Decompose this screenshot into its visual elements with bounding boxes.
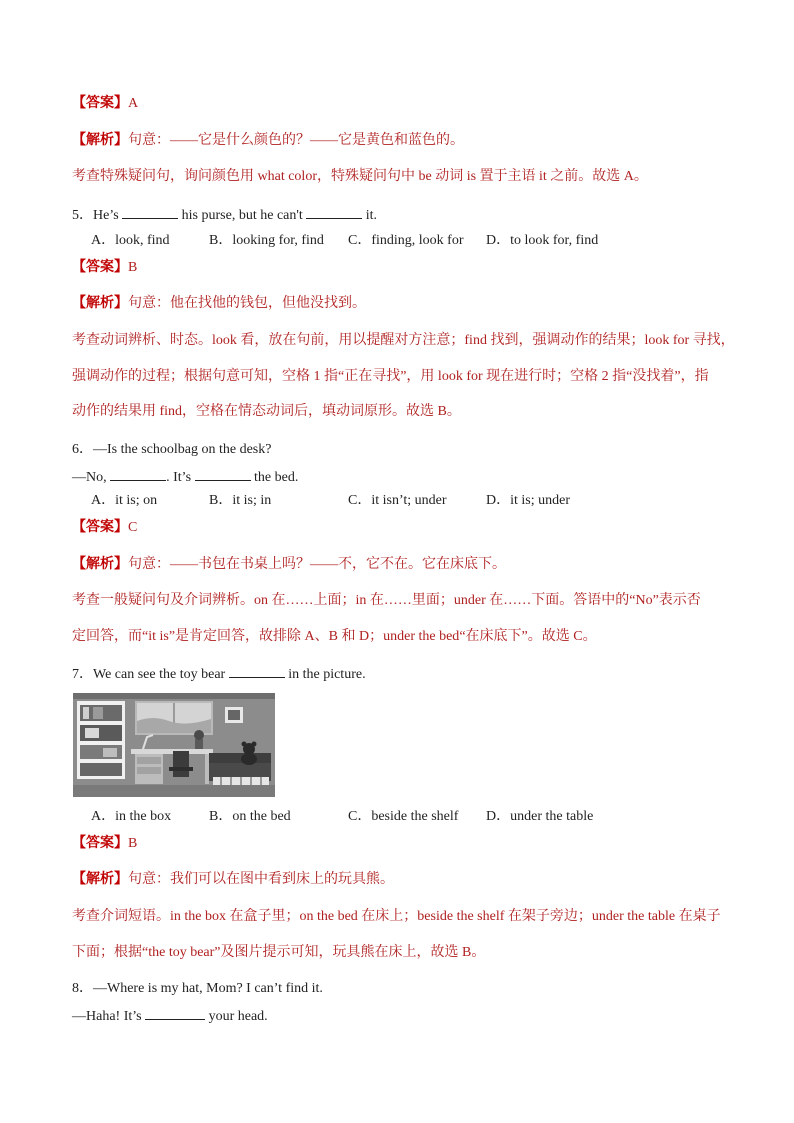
q5-analysis-line-1 [72,296,732,312]
q6-answer: C [128,520,138,535]
q5-analysis-1: 句意：他在找他的钱包，但他没找到。 [128,296,366,311]
q6-option-d[interactable]: D．it is; under [486,493,570,508]
q6-stem-2c: the bed. [254,470,299,485]
room-picture [73,693,275,797]
analysis-tag: 【解析】 [72,872,128,887]
q4-analysis-1: 句意：——它是什么颜色的？——它是黄色和蓝色的。 [128,133,464,148]
q5-blank-2 [306,206,362,219]
q6-stem-1: 6．—Is the schoolbag on the desk? [72,442,272,457]
q7-stem-b: in the picture. [288,667,366,682]
q6-blank-2 [195,468,251,481]
q6-analysis-3c: 故排除 A、B 和 D；under the bed [259,629,460,644]
q6-option-b[interactable]: B．it is; in [209,493,272,508]
q7-analysis-line-3 [72,945,732,961]
q8-stem-2b: your head. [208,1009,268,1024]
q7-analysis-3b: “the toy bear”及图片提示可知，玩具熊在床上， [142,945,431,960]
q6-analysis-2b: “No”表示否 [629,593,701,608]
analysis-tag: 【解析】 [72,557,128,572]
q7-analysis-line-2: 考查介词短语。in the box 在盒子里；on the bed 在床上；beside the shelf 在架子旁边；under the table 在桌子 [72,909,721,924]
q7-stem-a: 7．We can see the toy bear [72,667,226,682]
q5-stem [72,206,732,224]
q6-stem-2a: —No, [72,470,107,485]
q6-blank-1 [110,468,166,481]
q6-analysis-line-3 [72,629,732,645]
answer-tag: 【答案】 [72,260,128,275]
analysis-tag: 【解析】 [72,133,128,148]
q7-answer: B [128,836,138,851]
q5-answer: B [128,260,138,275]
q7-option-d[interactable]: D．under the table [486,809,594,824]
q5-analysis-line-2: 考查动词辨析、时态。look 看，放在句前，用以提醒对方注意；find 找到，强调动作的结果；look for 寻找， [72,333,735,348]
answer-tag: 【答案】 [72,96,128,111]
q8-stem-2a: —Haha! It’s [72,1009,142,1024]
q7-analysis-3a: 下面；根据 [72,945,142,960]
q7-option-a[interactable]: A．in the box [91,809,172,824]
q7-stem [72,665,732,683]
room-illustration [73,693,275,797]
q6-analysis-1: 句意：——书包在书桌上吗？——不，它不在。它在床底下。 [128,557,506,572]
q6-analysis-3b: “it is”是肯定回答， [142,629,260,644]
q4-analysis-line-2: 考查特殊疑问句，询问颜色用 what color，特殊疑问句中 be 动词 is 置于主语 it 之前。故选 A。 [72,169,648,184]
q5-answer-line [72,260,732,276]
q5-option-d[interactable]: D．to look for, find [486,233,599,248]
q5-option-a[interactable]: A．look, find [91,233,170,248]
q5-analysis-line-4: 动作的结果用 find，空格在情态动词后，填动词原形。故选 B。 [72,404,461,419]
q8-blank [145,1007,205,1020]
q5-option-b[interactable]: B．looking for, find [209,233,324,248]
q7-analysis-1: 句意：我们可以在图中看到床上的玩具熊。 [128,872,394,887]
q4-answer-line [72,96,732,112]
q7-blank [229,665,285,678]
q6-analysis-3e: 。故选 C。 [527,629,597,644]
q8-stem-1: 8．—Where is my hat, Mom? I can’t find it. [72,981,323,996]
q5-stem-a: 5．He’s [72,208,119,223]
q8-stem-2 [72,1007,732,1025]
answer-tag: 【答案】 [72,836,128,851]
q4-answer: A [128,96,139,111]
q6-analysis-3a: 定回答，而 [72,629,142,644]
q5-analysis-line-3: 强调动作的过程；根据句意可知，空格 1 指“正在寻找”，用 look for 现在进行时；空格 2 指“没找着”，指 [72,369,709,384]
q6-option-c[interactable]: C．it isn’t; under [348,493,447,508]
q6-option-a[interactable]: A．it is; on [91,493,158,508]
q5-option-c[interactable]: C．finding, look for [348,233,464,248]
q6-analysis-2a: 考查一般疑问句及介词辨析。on 在……上面；in 在……里面；under 在……下面。答语中的 [72,593,630,608]
analysis-tag: 【解析】 [72,296,128,311]
q6-analysis-line-1 [72,557,732,573]
q6-answer-line [72,520,732,536]
q6-analysis-line-2 [72,593,732,609]
q6-stem-2 [72,468,732,486]
q7-analysis-line-1 [72,872,732,888]
q4-analysis-line-1 [72,133,732,149]
q6-stem-2b: . It’s [166,470,192,485]
q5-stem-b: his purse, but he can't [181,208,303,223]
answer-tag: 【答案】 [72,520,128,535]
q7-analysis-3c: 故选 B。 [430,945,486,960]
q7-answer-line [72,836,732,852]
q5-blank-1 [122,206,178,219]
q6-analysis-3d: “在床底下” [459,629,528,644]
q7-option-b[interactable]: B．on the bed [209,809,291,824]
q5-stem-c: it. [365,208,378,223]
q7-option-c[interactable]: C．beside the shelf [348,809,459,824]
